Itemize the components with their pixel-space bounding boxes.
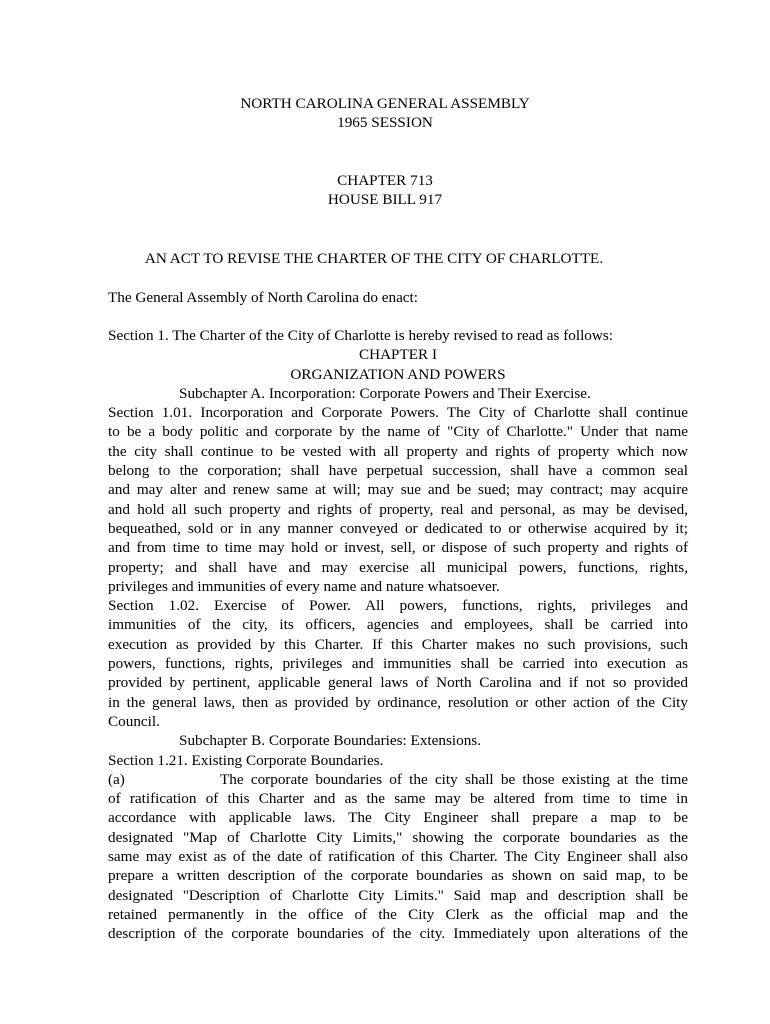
text-line: to be a body politic and corporate by the name of "City of Charlotte." Under that name: [108, 423, 688, 441]
session-heading: 1965 SESSION: [337, 114, 433, 131]
chapter-title: CHAPTER I: [358, 346, 438, 364]
text-line: in the general laws, then as provided by ordinance, resolution or other action of the City: [108, 693, 688, 711]
text-line: accordance with applicable laws. The City Engineer shall prepare a map to be: [108, 809, 688, 827]
assembly-heading: NORTH CAROLINA GENERAL ASSEMBLY: [240, 95, 530, 112]
bill-heading: HOUSE BILL 917: [327, 191, 443, 208]
text-line: execution as provided by this Charter. If this Charter makes no such provisions, such: [108, 635, 688, 653]
text-line: belong to the corporation; shall have perpetual succession, shall have a common seal: [108, 462, 688, 480]
subchapter-heading: Subchapter A. Incorporation: Corporate Powers and Their Exercise.: [179, 384, 591, 402]
text-line: The corporate boundaries of the city shall be those existing at the time: [220, 770, 688, 788]
text-line: Section 1.02. Exercise of Power. All powers, functions, rights, privileges and: [108, 597, 688, 615]
text-line: bequeathed, sold or in any manner conveyed or dedicated to or otherwise acquired by it;: [108, 519, 688, 537]
paragraph-a-first-line: [108, 770, 688, 789]
text-line: retained permanently in the office of the City Clerk as the official map and the: [108, 905, 688, 923]
text-line: and may alter and renew same at will; may sue and be sued; may contract; may acquire: [108, 481, 688, 499]
text-line: and hold all such property and rights of property, real and personal, as may be devised,: [108, 500, 688, 518]
text-line: description of the corporate boundaries of the city. Immediately upon alterations of the: [108, 925, 688, 943]
text-line: Section 1.21. Existing Corporate Boundaries.: [108, 751, 384, 769]
subchapter-heading: Subchapter B. Corporate Boundaries: Extensions.: [179, 732, 482, 750]
text-line: and from time to time may hold or invest, sell, or dispose of such property and rights of: [108, 539, 688, 557]
text-line: provided by pertinent, applicable general laws of North Carolina and if not so provided: [108, 674, 688, 692]
text-line: designated "Description of Charlotte City Limits." Said map and description shall be: [108, 886, 688, 904]
text-line: same may exist as of the date of ratification of this Charter. The City Engineer shall also: [108, 848, 688, 866]
text-line: property; and shall have and may exercise all municipal powers, functions, rights,: [108, 558, 688, 576]
charter-text: [108, 326, 688, 944]
text-line: Section 1. The Charter of the City of Charlotte is hereby revised to read as follows:: [108, 327, 613, 344]
text-line: of ratification of this Charter and as the same may be altered from time to time in: [108, 790, 688, 808]
text-line: powers, functions, rights, privileges and immunities shall be carried into execution as: [108, 655, 688, 673]
text-line: the city shall continue to be vested with all property and rights of property which now: [108, 442, 688, 460]
text-line: privileges and immunities of every name and nature whatsoever.: [108, 577, 500, 595]
act-title: AN ACT TO REVISE THE CHARTER OF THE CITY OF CHARLOTTE.: [144, 250, 604, 267]
chapter-subtitle: ORGANIZATION AND POWERS: [290, 365, 506, 383]
text-line: Council.: [108, 712, 160, 730]
text-line: prepare a written description of the corporate boundaries as shown on said map, to be: [108, 867, 688, 885]
text-line: immunities of the city, its officers, agencies and employees, shall be carried into: [108, 616, 688, 634]
enacting-clause: The General Assembly of North Carolina do enact:: [108, 289, 418, 306]
text-line: Section 1.01. Incorporation and Corporate Powers. The City of Charlotte shall continue: [108, 404, 688, 422]
paragraph-label: (a): [108, 770, 125, 788]
chapter-heading: CHAPTER 713: [337, 172, 433, 189]
text-line: designated "Map of Charlotte City Limits," showing the corporate boundaries as the: [108, 828, 688, 846]
